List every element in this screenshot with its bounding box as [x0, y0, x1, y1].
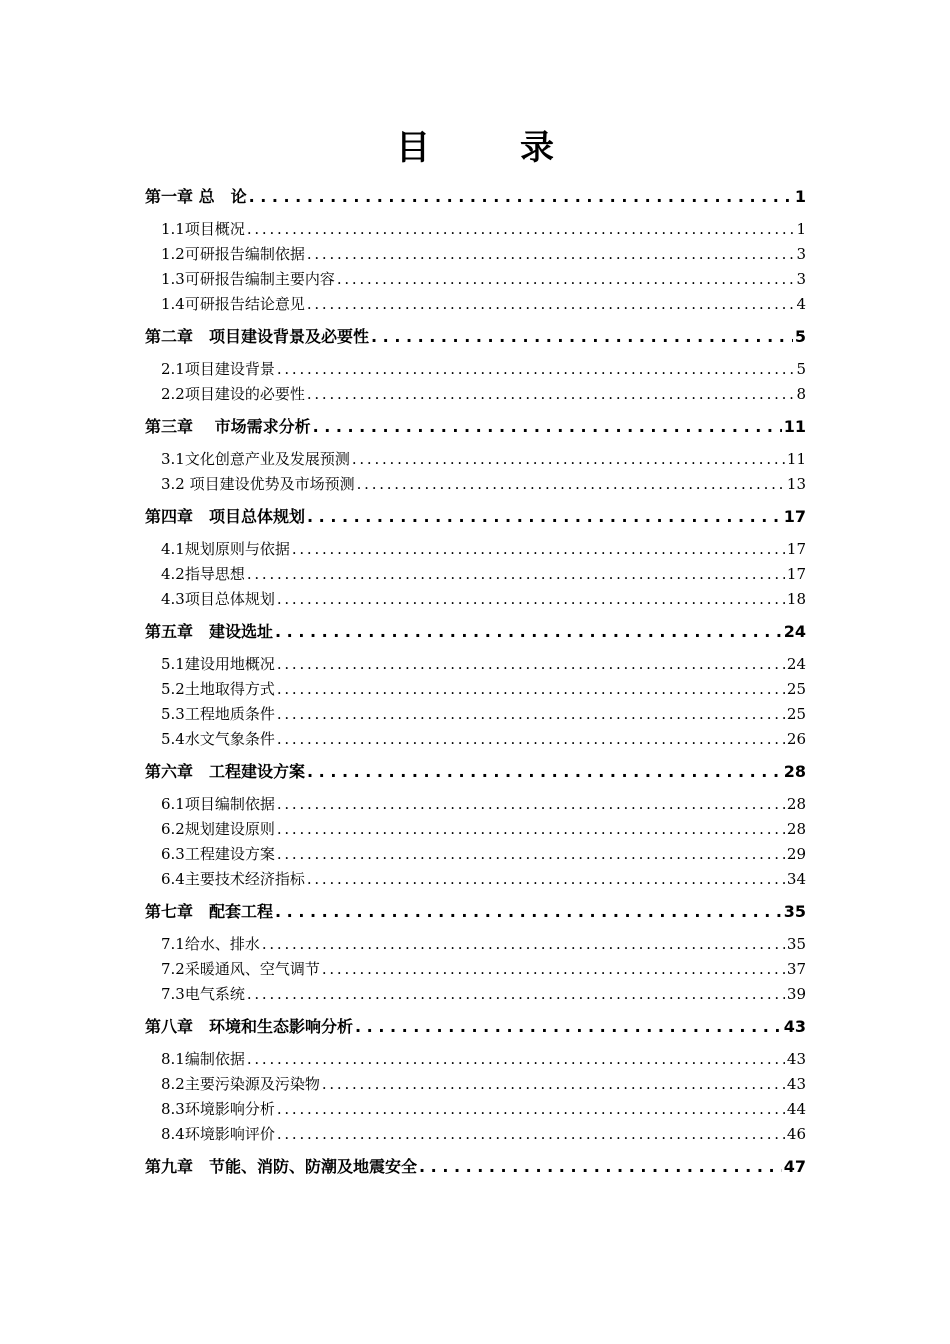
section-title: 7.1给水、排水 — [161, 935, 260, 953]
dot-leader — [247, 1047, 785, 1072]
section-title: 6.3工程建设方案 — [161, 845, 275, 863]
section-title: 5.2土地取得方式 — [161, 680, 275, 698]
dot-leader — [307, 867, 785, 892]
dot-leader — [307, 382, 795, 407]
section-list — [145, 447, 806, 497]
toc-section-entry[interactable] — [145, 537, 806, 562]
section-page-number: 34 — [786, 870, 806, 888]
section-title: 8.1编制依据 — [161, 1050, 245, 1068]
section-list — [145, 792, 806, 892]
toc-chapter-entry[interactable] — [145, 618, 806, 646]
toc-chapter-entry[interactable] — [145, 323, 806, 351]
toc-section-entry[interactable] — [145, 677, 806, 702]
section-page-number: 8 — [796, 385, 806, 403]
toc-section-entry[interactable] — [145, 702, 806, 727]
dot-leader — [352, 447, 785, 472]
dot-leader — [322, 1072, 785, 1097]
section-list — [145, 537, 806, 612]
toc-section-entry[interactable] — [145, 382, 806, 407]
chapter-page-number: 24 — [783, 622, 806, 641]
toc-section-entry[interactable] — [145, 792, 806, 817]
toc-section-entry[interactable] — [145, 562, 806, 587]
dot-leader — [277, 727, 785, 752]
section-page-number: 37 — [786, 960, 806, 978]
section-title: 4.2指导思想 — [161, 565, 245, 583]
dot-leader — [275, 618, 782, 646]
section-page-number: 5 — [796, 360, 806, 378]
section-page-number: 4 — [796, 295, 806, 313]
chapter-page-number: 35 — [783, 902, 806, 921]
section-title: 6.4主要技术经济指标 — [161, 870, 305, 888]
section-list — [145, 652, 806, 752]
toc-section-entry[interactable] — [145, 932, 806, 957]
chapter-page-number: 47 — [783, 1157, 806, 1176]
toc-section-entry[interactable] — [145, 1122, 806, 1147]
section-title: 5.3工程地质条件 — [161, 705, 275, 723]
section-title: 5.1建设用地概况 — [161, 655, 275, 673]
section-page-number: 28 — [786, 795, 806, 813]
section-page-number: 29 — [786, 845, 806, 863]
section-page-number: 17 — [786, 540, 806, 558]
section-title: 4.1规划原则与依据 — [161, 540, 290, 558]
section-page-number: 44 — [786, 1100, 806, 1118]
toc-section-entry[interactable] — [145, 1072, 806, 1097]
toc-chapter-entry[interactable] — [145, 183, 806, 211]
toc-section-entry[interactable] — [145, 817, 806, 842]
section-title: 2.1项目建设背景 — [161, 360, 275, 378]
chapter-title: 第六章 工程建设方案 — [145, 762, 306, 781]
section-title: 1.3可研报告编制主要内容 — [161, 270, 335, 288]
section-page-number: 24 — [786, 655, 806, 673]
section-page-number: 18 — [786, 590, 806, 608]
dot-leader — [277, 357, 795, 382]
section-title: 1.4可研报告结论意见 — [161, 295, 305, 313]
chapter-page-number: 5 — [794, 327, 806, 346]
toc-section-entry[interactable] — [145, 217, 806, 242]
section-page-number: 17 — [786, 565, 806, 583]
dot-leader — [249, 183, 793, 211]
dot-leader — [277, 652, 785, 677]
dot-leader — [247, 562, 785, 587]
toc-section-entry[interactable] — [145, 267, 806, 292]
chapter-title: 第八章 环境和生态影响分析 — [145, 1017, 354, 1036]
section-page-number: 28 — [786, 820, 806, 838]
section-list — [145, 932, 806, 1007]
toc-section-entry[interactable] — [145, 867, 806, 892]
toc-section-entry[interactable] — [145, 957, 806, 982]
section-page-number: 25 — [786, 680, 806, 698]
toc-section-entry[interactable] — [145, 842, 806, 867]
toc-section-entry[interactable] — [145, 652, 806, 677]
toc-chapter-entry[interactable] — [145, 1013, 806, 1041]
toc-section-entry[interactable] — [145, 357, 806, 382]
section-title: 8.2主要污染源及污染物 — [161, 1075, 320, 1093]
dot-leader — [355, 1013, 782, 1041]
section-page-number: 46 — [786, 1125, 806, 1143]
section-title: 6.2规划建设原则 — [161, 820, 275, 838]
section-page-number: 35 — [786, 935, 806, 953]
toc-chapter-entry[interactable] — [145, 898, 806, 926]
section-title: 5.4水文气象条件 — [161, 730, 275, 748]
section-page-number: 25 — [786, 705, 806, 723]
section-title: 3.2 项目建设优势及市场预测 — [161, 475, 355, 493]
section-list — [145, 217, 806, 317]
dot-leader — [247, 217, 795, 242]
table-of-contents — [145, 183, 806, 1181]
section-page-number: 3 — [796, 270, 806, 288]
toc-section-entry[interactable] — [145, 447, 806, 472]
section-page-number: 43 — [786, 1075, 806, 1093]
section-title: 2.2项目建设的必要性 — [161, 385, 305, 403]
chapter-title: 第三章 市场需求分析 — [145, 417, 311, 436]
toc-chapter-entry[interactable] — [145, 413, 806, 441]
toc-section-entry[interactable] — [145, 292, 806, 317]
section-page-number: 43 — [786, 1050, 806, 1068]
section-page-number: 13 — [786, 475, 806, 493]
section-title: 4.3项目总体规划 — [161, 590, 275, 608]
section-page-number: 11 — [786, 450, 806, 468]
dot-leader — [277, 842, 785, 867]
toc-chapter-entry[interactable] — [145, 503, 806, 531]
toc-section-entry[interactable] — [145, 982, 806, 1007]
chapter-page-number: 17 — [783, 507, 806, 526]
toc-section-entry[interactable] — [145, 1047, 806, 1072]
dot-leader — [277, 677, 785, 702]
dot-leader — [277, 1122, 785, 1147]
toc-section-entry[interactable] — [145, 472, 806, 497]
section-page-number: 3 — [796, 245, 806, 263]
toc-chapter-entry[interactable] — [145, 1153, 806, 1181]
section-title: 1.1项目概况 — [161, 220, 245, 238]
section-title: 8.3环境影响分析 — [161, 1100, 275, 1118]
toc-section-entry[interactable] — [145, 587, 806, 612]
toc-section-entry[interactable] — [145, 727, 806, 752]
dot-leader — [277, 702, 785, 727]
section-list — [145, 1047, 806, 1147]
section-title: 1.2可研报告编制依据 — [161, 245, 305, 263]
chapter-page-number: 1 — [794, 187, 806, 206]
section-title: 7.3电气系统 — [161, 985, 245, 1003]
chapter-title: 第二章 项目建设背景及必要性 — [145, 327, 370, 346]
chapter-title: 第五章 建设选址 — [145, 622, 274, 641]
toc-chapter-entry[interactable] — [145, 758, 806, 786]
dot-leader — [247, 982, 785, 1007]
toc-section-entry[interactable] — [145, 242, 806, 267]
chapter-page-number: 43 — [783, 1017, 806, 1036]
section-title: 8.4环境影响评价 — [161, 1125, 275, 1143]
dot-leader — [277, 1097, 785, 1122]
dot-leader — [322, 957, 785, 982]
section-list — [145, 357, 806, 407]
section-title: 3.1文化创意产业及发展预测 — [161, 450, 350, 468]
dot-leader — [277, 587, 785, 612]
dot-leader — [313, 413, 782, 441]
chapter-title: 第四章 项目总体规划 — [145, 507, 306, 526]
chapter-title: 第一章 总 论 — [145, 187, 247, 206]
dot-leader — [262, 932, 785, 957]
dot-leader — [275, 898, 782, 926]
dot-leader — [292, 537, 785, 562]
dot-leader — [419, 1153, 782, 1181]
chapter-page-number: 28 — [783, 762, 806, 781]
chapter-page-number: 11 — [783, 417, 806, 436]
chapter-title: 第九章 节能、消防、防潮及地震安全 — [145, 1157, 418, 1176]
chapter-title: 第七章 配套工程 — [145, 902, 274, 921]
section-title: 6.1项目编制依据 — [161, 795, 275, 813]
section-page-number: 1 — [796, 220, 806, 238]
dot-leader — [277, 792, 785, 817]
section-title: 7.2采暖通风、空气调节 — [161, 960, 320, 978]
section-page-number: 39 — [786, 985, 806, 1003]
dot-leader — [357, 472, 785, 497]
dot-leader — [307, 242, 795, 267]
dot-leader — [277, 817, 785, 842]
page-title: 目 录 — [396, 128, 582, 168]
dot-leader — [337, 267, 795, 292]
dot-leader — [307, 292, 795, 317]
section-page-number: 26 — [786, 730, 806, 748]
toc-section-entry[interactable] — [145, 1097, 806, 1122]
dot-leader — [307, 758, 782, 786]
dot-leader — [307, 503, 782, 531]
dot-leader — [371, 323, 793, 351]
